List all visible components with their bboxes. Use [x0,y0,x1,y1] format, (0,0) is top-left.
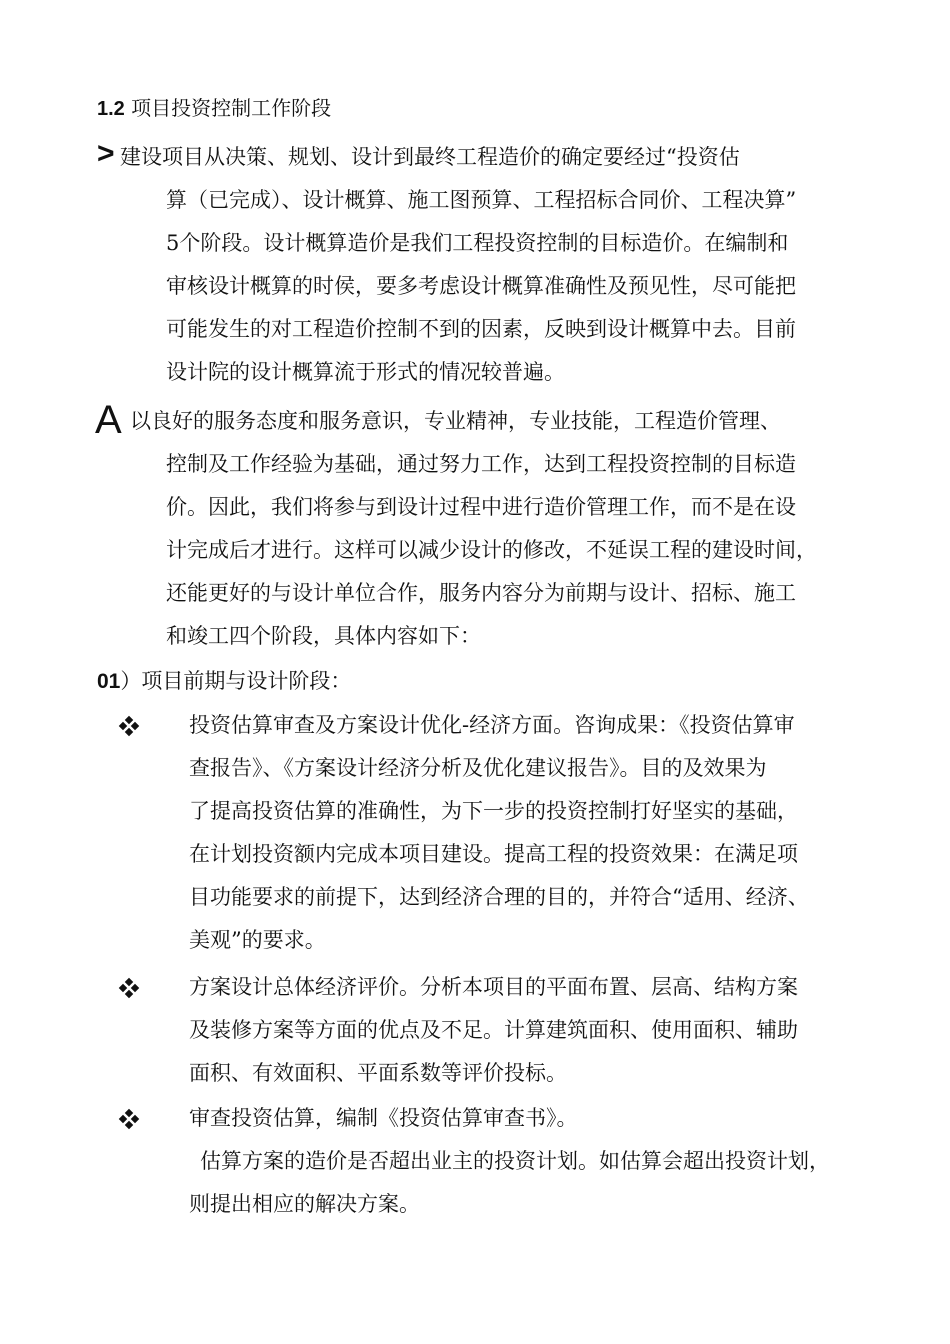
paragraph-line: 建设项目从决策、规划、设计到最终工程造价的确定要经过“投资估 [120,145,740,169]
paragraph-line: 设计院的设计概算流于形式的情况较普遍。 [166,360,565,384]
paragraph-line: 还能更好的与设计单位合作，服务内容分为前期与设计、招标、施工 [166,581,796,605]
paragraph-line: 估算方案的造价是否超出业主的投资计划。如估算会超出投资计划， [200,1149,830,1173]
diamond-bullet-icon [120,1110,138,1128]
bullet-line: 及装修方案等方面的优点及不足。计算建筑面积、使用面积、辅助 [189,1018,798,1042]
paragraph-line: 5个阶段。设计概算造价是我们工程投资控制的目标造价。在编制和 [166,231,789,255]
heading-title: 项目投资控制工作阶段 [131,96,332,120]
bullet-line: 了提高投资估算的准确性，为下一步的投资控制打好坚实的基础， [189,799,798,823]
paragraph-line: 审核设计概算的时侯，要多考虑设计概算准确性及预见性，尽可能把 [166,274,796,298]
bullet-line: 投资估算审查及方案设计优化-经济方面。咨询成果：《投资估算审 [189,713,795,737]
subsection-number: 01 [97,670,121,693]
paragraph-line: 可能发生的对工程造价控制不到的因素，反映到设计概算中去。目前 [166,317,796,341]
bullet-line: 查报告》、《方案设计经济分析及优化建议报告》。目的及效果为 [189,756,767,780]
diamond-bullet-icon [120,979,138,997]
paragraph-line: 和竣工四个阶段，具体内容如下： [166,624,481,648]
paragraph-line: 则提出相应的解决方案。 [189,1192,420,1216]
section-heading [97,94,331,123]
paragraph-line: 价。因此，我们将参与到设计过程中进行造价管理工作，而不是在设 [166,495,796,519]
paragraph-line: 以良好的服务态度和服务意识，专业精神，专业技能，工程造价管理、 [130,409,781,433]
paragraph-line: 算（已完成）、设计概算、施工图预算、工程招标合同价、工程决算” [166,188,797,212]
bullet-line: 面积、有效面积、平面系数等评价投标。 [189,1061,567,1085]
bullet-line: 目功能要求的前提下，达到经济合理的目的，并符合“适用、经济、 [189,885,809,909]
bullet-line: 审查投资估算，编制《投资估算审查书》。 [189,1106,578,1130]
heading-number: 1.2 [97,98,125,120]
paragraph-marker-a: A [95,398,122,442]
paragraph-marker-arrow: > [97,137,115,170]
paragraph-line: 控制及工作经验为基础，通过努力工作，达到工程投资控制的目标造 [166,452,796,476]
bullet-line: 在计划投资额内完成本项目建设。提高工程的投资效果：在满足项 [189,842,798,866]
subsection-heading [97,667,351,696]
paragraph-line: 计完成后才进行。这样可以减少设计的修改，不延误工程的建设时间， [166,538,817,562]
bullet-line: 美观”的要求。 [189,928,326,952]
subsection-title: ）项目前期与设计阶段： [120,669,352,693]
diamond-bullet-icon [120,717,138,735]
bullet-line: 方案设计总体经济评价。分析本项目的平面布置、层高、结构方案 [189,975,798,999]
